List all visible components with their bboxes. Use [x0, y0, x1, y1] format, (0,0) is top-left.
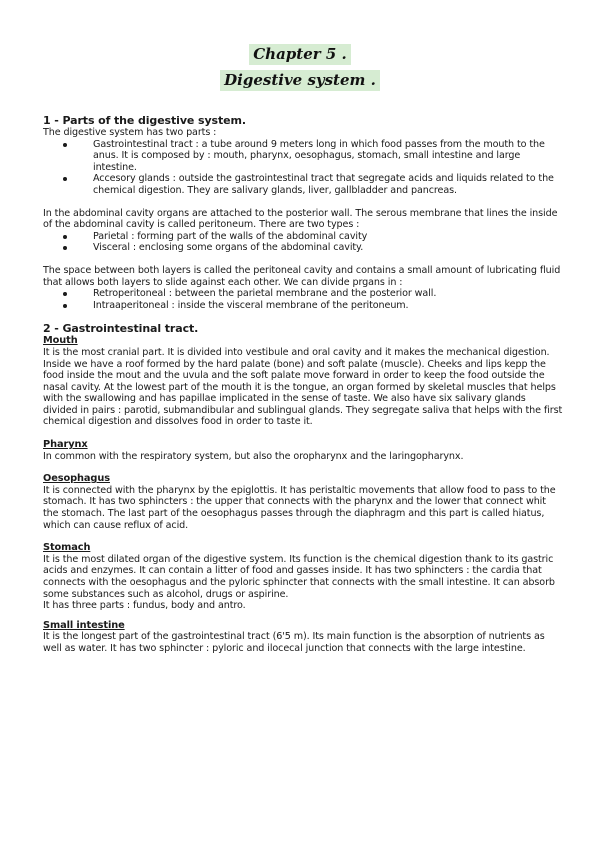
- mouth-paragraph-1: It is the most cranial part. It is divided into vestibule and oral cavity and it makes the mechanical digestion.: [43, 346, 550, 358]
- section2-heading: 2 - Gastrointestinal tract.: [43, 322, 199, 336]
- chapter-title: [0, 44, 600, 65]
- list-item: Intraaperitoneal : inside the visceral membrane of the peritoneum.: [93, 300, 563, 312]
- peritoneum-types-list: [43, 231, 563, 254]
- list-item: Visceral : enclosing some organs of the abdominal cavity.: [93, 242, 563, 254]
- small-intestine-paragraph: It is the longest part of the gastrointestinal tract (6'5 m). Its main function is the absorption of nutrients as well as water. It has two sphincter : pyloric and ilocecal junction that connects with the large intestine.: [43, 631, 545, 654]
- section1-heading: 1 - Parts of the digestive system.: [43, 114, 246, 127]
- section1-intro: The digestive system has two parts :: [43, 127, 217, 138]
- list-item: Retroperitoneal : between the parietal membrane and the posterior wall.: [93, 288, 563, 300]
- organ-types-list: [43, 288, 563, 311]
- subject-title-text: Digestive system .: [220, 70, 380, 91]
- list-item: Accesory glands : outside the gastrointestinal tract that segregate acids and liquids related to the chemical digestion. They are salivary glands, liver, gallbladder and pancreas.: [93, 173, 563, 196]
- stomach-paragraph-2: It has three parts : fundus, body and antro.: [43, 600, 246, 612]
- pharynx-paragraph: In common with the respiratory system, but also the oropharynx and the laringopharynx.: [43, 450, 464, 462]
- list-item: Parietal : forming part of the walls of the abdominal cavity: [93, 231, 563, 243]
- digestive-parts-list: [43, 139, 563, 197]
- oesophagus-paragraph: It is connected with the pharynx by the epiglottis. It has peristaltic movements that allow food to pass to the stomach. It has two sphincters : the upper that connects with the pharynx and the lower that connect whit the stomach. The last part of the oesophagus passes through the diaphragm and this part is called hiatus, which can cause reflux of acid.: [43, 484, 556, 531]
- document-body: [43, 114, 563, 655]
- cavity-paragraph: The space between both layers is called the peritoneal cavity and contains a small amount of lubricating fluid that allows both layers to slide against each other. We can divide prgans in :: [43, 264, 561, 288]
- subject-title: [0, 70, 600, 91]
- oesophagus-heading: Oesophagus: [43, 473, 110, 485]
- stomach-heading: Stomach: [43, 542, 91, 554]
- peritoneum-paragraph: In the abdominal cavity organs are attached to the posterior wall. The serous membrane that lines the inside of the abdominal cavity is called peritoneum. There are two types :: [43, 207, 558, 231]
- pharynx-heading: Pharynx: [43, 439, 88, 451]
- stomach-paragraph-1: It is the most dilated organ of the digestive system. Its function is the chemical digestion thank to its gastric acids and enzymes. It can contain a litter of food and gasses inside. It has two sphincters : the cardia that connects with the oesophagus and the pyloric sphincter that connects with the small intestine. It can absorb some substances such as alcohol, drugs or aspirine.: [43, 553, 555, 600]
- mouth-heading: Mouth: [43, 335, 78, 347]
- mouth-paragraph-2: Inside we have a roof formed by the hard palate (bone) and soft palate (muscle). Cheeks and lips kepp the food inside the mout and the uvula and the soft palate move forward in order to keep the food outside the nasal cavity. At the lowest part of the mouth it is the tongue, an organ formed by skeletal muscles that helps with the swallowing and has papillae implicated in the sense of taste. We also have six salivary glands divided in pairs : parotid, submandibular and sublingual glands. They segregate saliva that helps with the first chemical digestion and dissolves food in order to taste it.: [43, 358, 563, 428]
- list-item: Gastrointestinal tract : a tube around 9 meters long in which food passes from the mouth to the anus. It is composed by : mouth, pharynx, oesophagus, stomach, small intestine and large intestine.: [93, 139, 563, 174]
- chapter-title-text: Chapter 5 .: [249, 44, 351, 65]
- small-intestine-heading: Small intestine: [43, 619, 125, 631]
